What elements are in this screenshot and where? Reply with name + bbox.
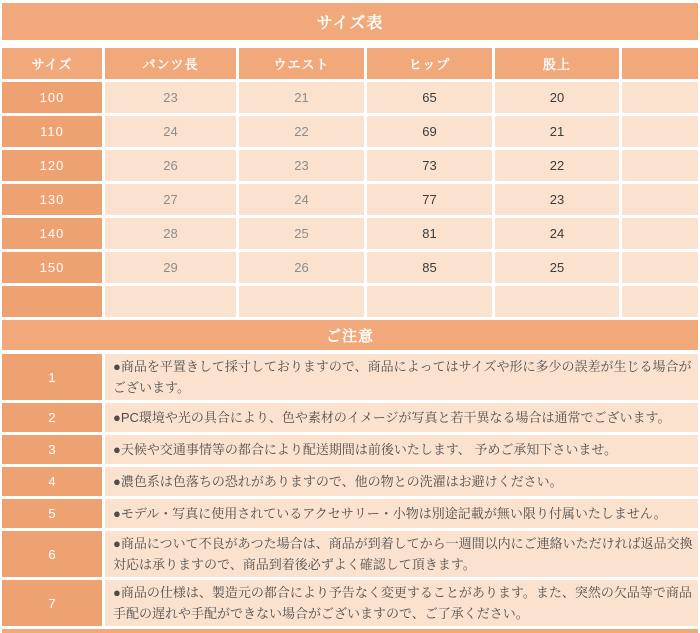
column-header-hip: ヒップ	[367, 48, 492, 79]
pants-length-value: 24	[105, 116, 236, 147]
hip-value: 73	[367, 150, 492, 181]
empty-cell	[495, 286, 619, 317]
notice-text: ●商品を平置きして採寸しておりますので、商品によってはサイズや形に多少の誤差が生じる場合がございます。	[105, 354, 698, 400]
notice-text: ●モデル・写真に使用されているアクセサリー・小物は別途記載が無い限り付属いたしません。	[105, 499, 698, 528]
rise-value: 21	[495, 116, 619, 147]
waist-value: 24	[239, 184, 364, 215]
hip-value: 77	[367, 184, 492, 215]
pants-length-value: 28	[105, 218, 236, 249]
notice-list	[2, 354, 698, 626]
size-label-empty	[2, 286, 102, 317]
notice-number: 2	[2, 403, 102, 432]
column-header-pants-length: パンツ長	[105, 48, 236, 79]
empty-cell	[622, 116, 698, 147]
notice-text: ●天候や交通事情等の都合により配送期間は前後いたします、 予めご承知下さいませ。	[105, 435, 698, 464]
pants-length-value: 26	[105, 150, 236, 181]
empty-cell	[105, 286, 236, 317]
notice-item-7	[2, 580, 698, 626]
notice-number: 7	[2, 580, 102, 626]
notice-text: ●商品について不良があつた場合は、商品が到着してから一週間以内にご連絡いただければ返品交換対応は承りますので、商品到着後必ずよく確認して頂きます。	[105, 531, 698, 577]
size-label: 100	[2, 82, 102, 113]
notice-number: 6	[2, 531, 102, 577]
notice-number: 5	[2, 499, 102, 528]
pants-length-value: 23	[105, 82, 236, 113]
column-header-size: サイズ	[2, 48, 102, 79]
waist-value: 26	[239, 252, 364, 283]
rise-value: 22	[495, 150, 619, 181]
waist-value: 22	[239, 116, 364, 147]
size-label: 140	[2, 218, 102, 249]
pants-length-value: 29	[105, 252, 236, 283]
pants-length-value: 27	[105, 184, 236, 215]
hip-value: 69	[367, 116, 492, 147]
rise-value: 25	[495, 252, 619, 283]
notice-text: ●濃色系は色落ちの恐れがありますので、他の物との洗濯はお避けください。	[105, 467, 698, 496]
notice-number: 3	[2, 435, 102, 464]
empty-cell	[622, 150, 698, 181]
notice-text: ●PC環境や光の具合により、色や素材のイメージが写真と若干異なる場合は通常でございます。	[105, 403, 698, 432]
rise-value: 20	[495, 82, 619, 113]
rise-value: 23	[495, 184, 619, 215]
notice-item-3	[2, 435, 698, 464]
notice-item-1	[2, 354, 698, 400]
notice-item-5	[2, 499, 698, 528]
notice-item-2	[2, 403, 698, 432]
notice-number: 4	[2, 467, 102, 496]
size-table	[2, 48, 698, 317]
size-label: 110	[2, 116, 102, 147]
rise-value: 24	[495, 218, 619, 249]
empty-cell	[622, 252, 698, 283]
empty-cell	[622, 286, 698, 317]
empty-cell	[622, 82, 698, 113]
column-header-empty	[622, 48, 698, 79]
column-header-rise: 股上	[495, 48, 619, 79]
notice-item-4	[2, 467, 698, 496]
hip-value: 85	[367, 252, 492, 283]
cutoff-next-section-bar	[2, 629, 698, 633]
hip-value: 65	[367, 82, 492, 113]
waist-value: 21	[239, 82, 364, 113]
empty-cell	[239, 286, 364, 317]
hip-value: 81	[367, 218, 492, 249]
notice-number: 1	[2, 354, 102, 400]
size-label: 130	[2, 184, 102, 215]
waist-value: 25	[239, 218, 364, 249]
size-table-title: サイズ表	[2, 3, 698, 40]
size-label: 120	[2, 150, 102, 181]
notice-text: ●商品の仕様は、製造元の都合により予告なく変更することがあります。また、突然の欠品等で商品手配の遅れや手配ができない場合がございますので、ご了承ください。	[105, 580, 698, 626]
column-header-waist: ウエスト	[239, 48, 364, 79]
notice-item-6	[2, 531, 698, 577]
empty-cell	[622, 218, 698, 249]
waist-value: 23	[239, 150, 364, 181]
size-label: 150	[2, 252, 102, 283]
empty-cell	[367, 286, 492, 317]
notice-title: ご注意	[2, 320, 698, 350]
empty-cell	[622, 184, 698, 215]
